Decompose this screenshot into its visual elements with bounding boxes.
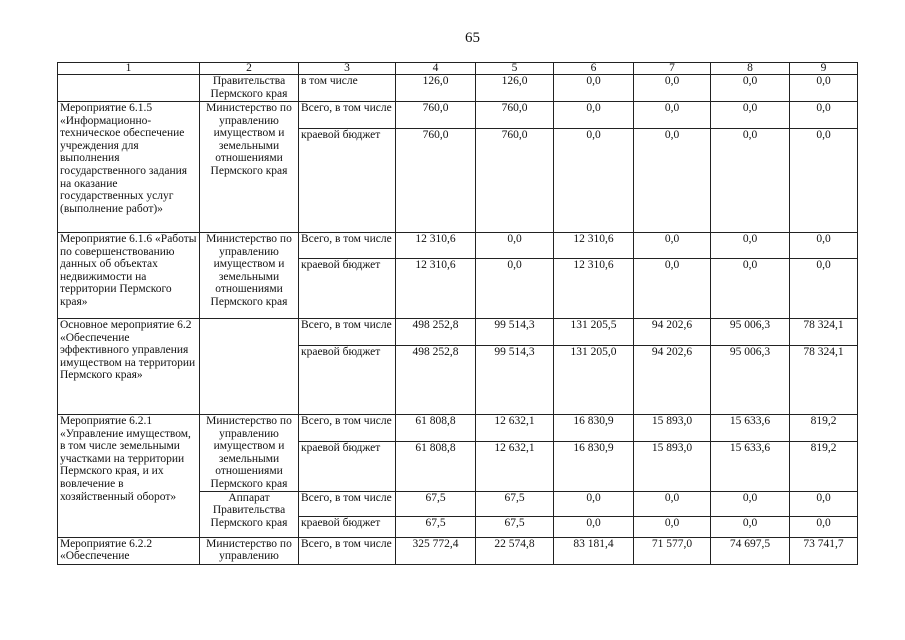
measure-cell xyxy=(58,75,200,102)
executor-cell: Министерство по управлению имуществом и земельными отношениями Пермского края xyxy=(200,233,299,319)
source-cell: краевой бюджет xyxy=(299,129,396,233)
value-cell: 498 252,8 xyxy=(396,346,476,415)
value-cell: 0,0 xyxy=(790,75,858,102)
value-cell: 0,0 xyxy=(554,75,634,102)
value-cell: 67,5 xyxy=(396,516,476,537)
value-cell: 0,0 xyxy=(634,491,711,516)
value-cell: 0,0 xyxy=(790,491,858,516)
value-cell: 15 633,6 xyxy=(711,442,790,491)
budget-table xyxy=(57,62,858,565)
table-row xyxy=(58,537,858,564)
value-cell: 61 808,8 xyxy=(396,442,476,491)
value-cell: 0,0 xyxy=(554,491,634,516)
source-cell: краевой бюджет xyxy=(299,442,396,491)
column-header: 5 xyxy=(476,63,554,75)
value-cell: 760,0 xyxy=(476,102,554,129)
value-cell: 78 324,1 xyxy=(790,319,858,346)
table-row xyxy=(58,102,858,129)
value-cell: 126,0 xyxy=(396,75,476,102)
column-header: 7 xyxy=(634,63,711,75)
value-cell: 94 202,6 xyxy=(634,346,711,415)
source-cell: Всего, в том числе xyxy=(299,102,396,129)
column-header: 2 xyxy=(200,63,299,75)
value-cell: 78 324,1 xyxy=(790,346,858,415)
table-row xyxy=(58,233,858,259)
executor-cell: Министерство по управлению xyxy=(200,537,299,564)
source-cell: Всего, в том числе xyxy=(299,491,396,516)
value-cell: 819,2 xyxy=(790,442,858,491)
value-cell: 126,0 xyxy=(476,75,554,102)
executor-cell: Правительства Пермского края xyxy=(200,75,299,102)
value-cell: 61 808,8 xyxy=(396,415,476,442)
value-cell: 0,0 xyxy=(711,129,790,233)
column-header: 8 xyxy=(711,63,790,75)
source-cell: Всего, в том числе xyxy=(299,537,396,564)
table-row xyxy=(58,75,858,102)
value-cell: 0,0 xyxy=(554,102,634,129)
value-cell: 0,0 xyxy=(634,233,711,259)
value-cell: 0,0 xyxy=(634,102,711,129)
value-cell: 95 006,3 xyxy=(711,346,790,415)
executor-cell xyxy=(200,319,299,415)
header-row xyxy=(58,63,858,75)
value-cell: 819,2 xyxy=(790,415,858,442)
value-cell: 0,0 xyxy=(790,516,858,537)
value-cell: 760,0 xyxy=(396,129,476,233)
source-cell: Всего, в том числе xyxy=(299,415,396,442)
value-cell: 0,0 xyxy=(790,102,858,129)
table-row xyxy=(58,415,858,442)
table-row xyxy=(58,319,858,346)
source-cell: Всего, в том числе xyxy=(299,233,396,259)
value-cell: 67,5 xyxy=(476,516,554,537)
source-cell: краевой бюджет xyxy=(299,346,396,415)
column-header: 3 xyxy=(299,63,396,75)
value-cell: 15 893,0 xyxy=(634,442,711,491)
value-cell: 99 514,3 xyxy=(476,346,554,415)
value-cell: 71 577,0 xyxy=(634,537,711,564)
executor-cell: Министерство по управлению имуществом и земельными отношениями Пермского края xyxy=(200,102,299,233)
value-cell: 760,0 xyxy=(476,129,554,233)
value-cell: 99 514,3 xyxy=(476,319,554,346)
executor-cell: Министерство по управлению имуществом и земельными отношениями Пермского края xyxy=(200,415,299,492)
value-cell: 0,0 xyxy=(634,75,711,102)
value-cell: 0,0 xyxy=(711,259,790,319)
value-cell: 0,0 xyxy=(554,129,634,233)
value-cell: 0,0 xyxy=(634,129,711,233)
value-cell: 0,0 xyxy=(790,233,858,259)
measure-cell: Мероприятие 6.2.1 «Управление имуществом, в том числе земельными участками на территории Пермского края, и их вовлечение в хозяйственный оборот» xyxy=(58,415,200,538)
executor-cell: Аппарат Правительства Пермского края xyxy=(200,491,299,537)
value-cell: 12 632,1 xyxy=(476,415,554,442)
value-cell: 760,0 xyxy=(396,102,476,129)
value-cell: 22 574,8 xyxy=(476,537,554,564)
column-header: 4 xyxy=(396,63,476,75)
value-cell: 15 893,0 xyxy=(634,415,711,442)
value-cell: 0,0 xyxy=(711,75,790,102)
value-cell: 67,5 xyxy=(396,491,476,516)
value-cell: 94 202,6 xyxy=(634,319,711,346)
measure-cell: Основное мероприятие 6.2 «Обеспечение эффективного управления имуществом на территории Пермского края» xyxy=(58,319,200,415)
value-cell: 0,0 xyxy=(476,259,554,319)
value-cell: 0,0 xyxy=(790,129,858,233)
column-header: 1 xyxy=(58,63,200,75)
value-cell: 12 310,6 xyxy=(396,233,476,259)
value-cell: 15 633,6 xyxy=(711,415,790,442)
value-cell: 12 632,1 xyxy=(476,442,554,491)
value-cell: 12 310,6 xyxy=(554,259,634,319)
value-cell: 0,0 xyxy=(554,516,634,537)
value-cell: 95 006,3 xyxy=(711,319,790,346)
value-cell: 16 830,9 xyxy=(554,442,634,491)
value-cell: 67,5 xyxy=(476,491,554,516)
source-cell: краевой бюджет xyxy=(299,259,396,319)
measure-cell: Мероприятие 6.1.5 «Информационно-техническое обеспечение учреждения для выполнения государственного задания на оказание государственных услуг (выполнение работ)» xyxy=(58,102,200,233)
value-cell: 131 205,5 xyxy=(554,319,634,346)
value-cell: 16 830,9 xyxy=(554,415,634,442)
value-cell: 0,0 xyxy=(790,259,858,319)
value-cell: 12 310,6 xyxy=(554,233,634,259)
value-cell: 498 252,8 xyxy=(396,319,476,346)
measure-cell: Мероприятие 6.1.6 «Работы по совершенствованию данных об объектах недвижимости на территории Пермского края» xyxy=(58,233,200,319)
value-cell: 83 181,4 xyxy=(554,537,634,564)
value-cell: 0,0 xyxy=(634,516,711,537)
value-cell: 131 205,0 xyxy=(554,346,634,415)
value-cell: 73 741,7 xyxy=(790,537,858,564)
value-cell: 0,0 xyxy=(476,233,554,259)
value-cell: 74 697,5 xyxy=(711,537,790,564)
measure-cell: Мероприятие 6.2.2 «Обеспечение xyxy=(58,537,200,564)
source-cell: в том числе xyxy=(299,75,396,102)
page-number: 65 xyxy=(465,30,480,46)
value-cell: 12 310,6 xyxy=(396,259,476,319)
source-cell: Всего, в том числе xyxy=(299,319,396,346)
column-header: 6 xyxy=(554,63,634,75)
value-cell: 0,0 xyxy=(711,516,790,537)
value-cell: 0,0 xyxy=(711,102,790,129)
value-cell: 0,0 xyxy=(711,491,790,516)
column-header: 9 xyxy=(790,63,858,75)
value-cell: 325 772,4 xyxy=(396,537,476,564)
value-cell: 0,0 xyxy=(634,259,711,319)
source-cell: краевой бюджет xyxy=(299,516,396,537)
value-cell: 0,0 xyxy=(711,233,790,259)
